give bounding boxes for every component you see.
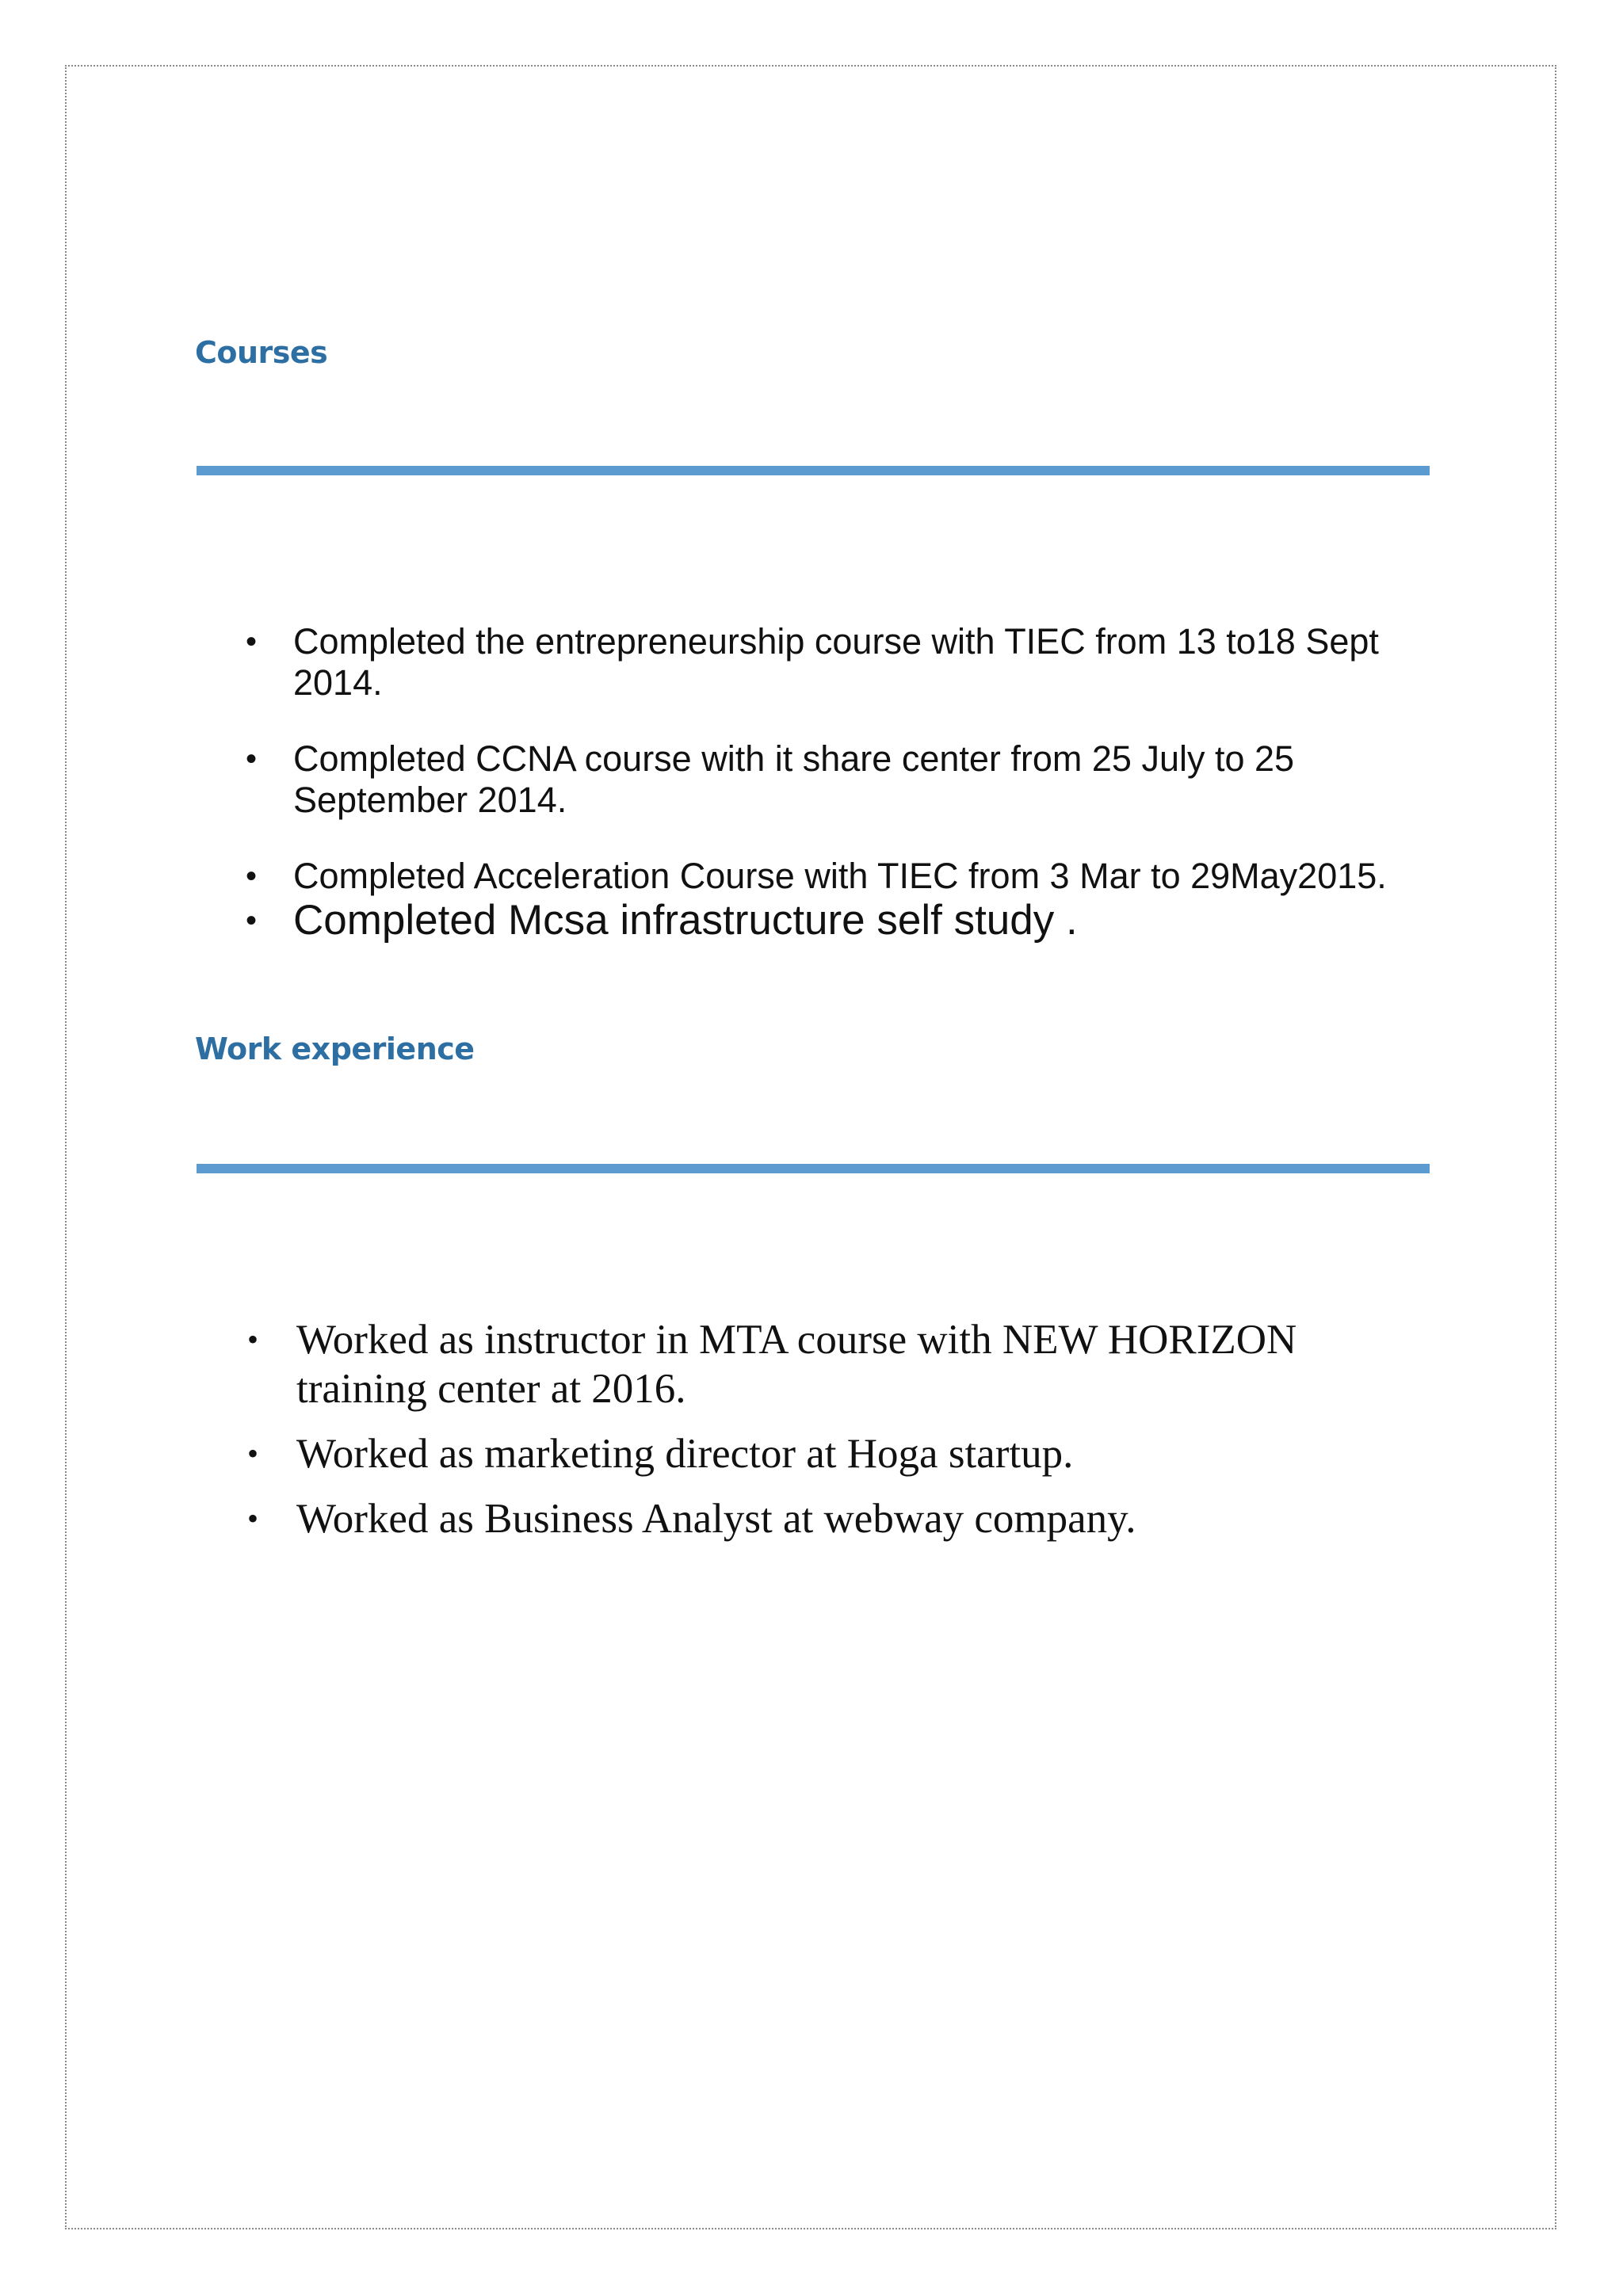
courses-list [246, 621, 1426, 979]
bullet-icon: • [246, 742, 258, 776]
bullet-icon: • [246, 624, 258, 659]
list-item-text: Completed the entrepreneurship course with TIEC from 13 to18 Sept 2014. [293, 621, 1379, 703]
bullet-icon: • [246, 903, 258, 938]
list-item-text: Worked as instructor in MTA course with NEW HORIZON training center at 2016. [296, 1317, 1297, 1412]
work-experience-heading: Work experience [195, 1032, 475, 1066]
work-experience-list [247, 1315, 1430, 1559]
list-item-text: Worked as Business Analyst at webway company. [296, 1496, 1136, 1542]
list-item [246, 621, 1426, 704]
list-item [247, 1315, 1430, 1413]
courses-heading: Courses [195, 335, 328, 370]
bullet-icon: • [247, 1322, 259, 1357]
list-item [246, 738, 1426, 821]
list-item-text: Completed Mcsa infrastructure self study . [293, 897, 1078, 944]
list-item-text: Worked as marketing director at Hoga startup. [296, 1431, 1074, 1477]
courses-divider [197, 466, 1430, 475]
list-item-text: Completed CCNA course with it share center from 25 July to 25 September 2014. [293, 738, 1295, 820]
list-item [247, 1429, 1430, 1478]
bullet-icon: • [247, 1501, 259, 1536]
bullet-icon: • [247, 1436, 259, 1471]
work-experience-divider [197, 1164, 1430, 1173]
list-item [247, 1494, 1430, 1543]
page-border [65, 65, 1556, 2229]
bullet-icon: • [246, 859, 258, 894]
list-item-text: Completed Acceleration Course with TIEC from 3 Mar to 29May2015. [293, 856, 1387, 896]
list-item [246, 856, 1426, 897]
list-item [246, 897, 1426, 944]
